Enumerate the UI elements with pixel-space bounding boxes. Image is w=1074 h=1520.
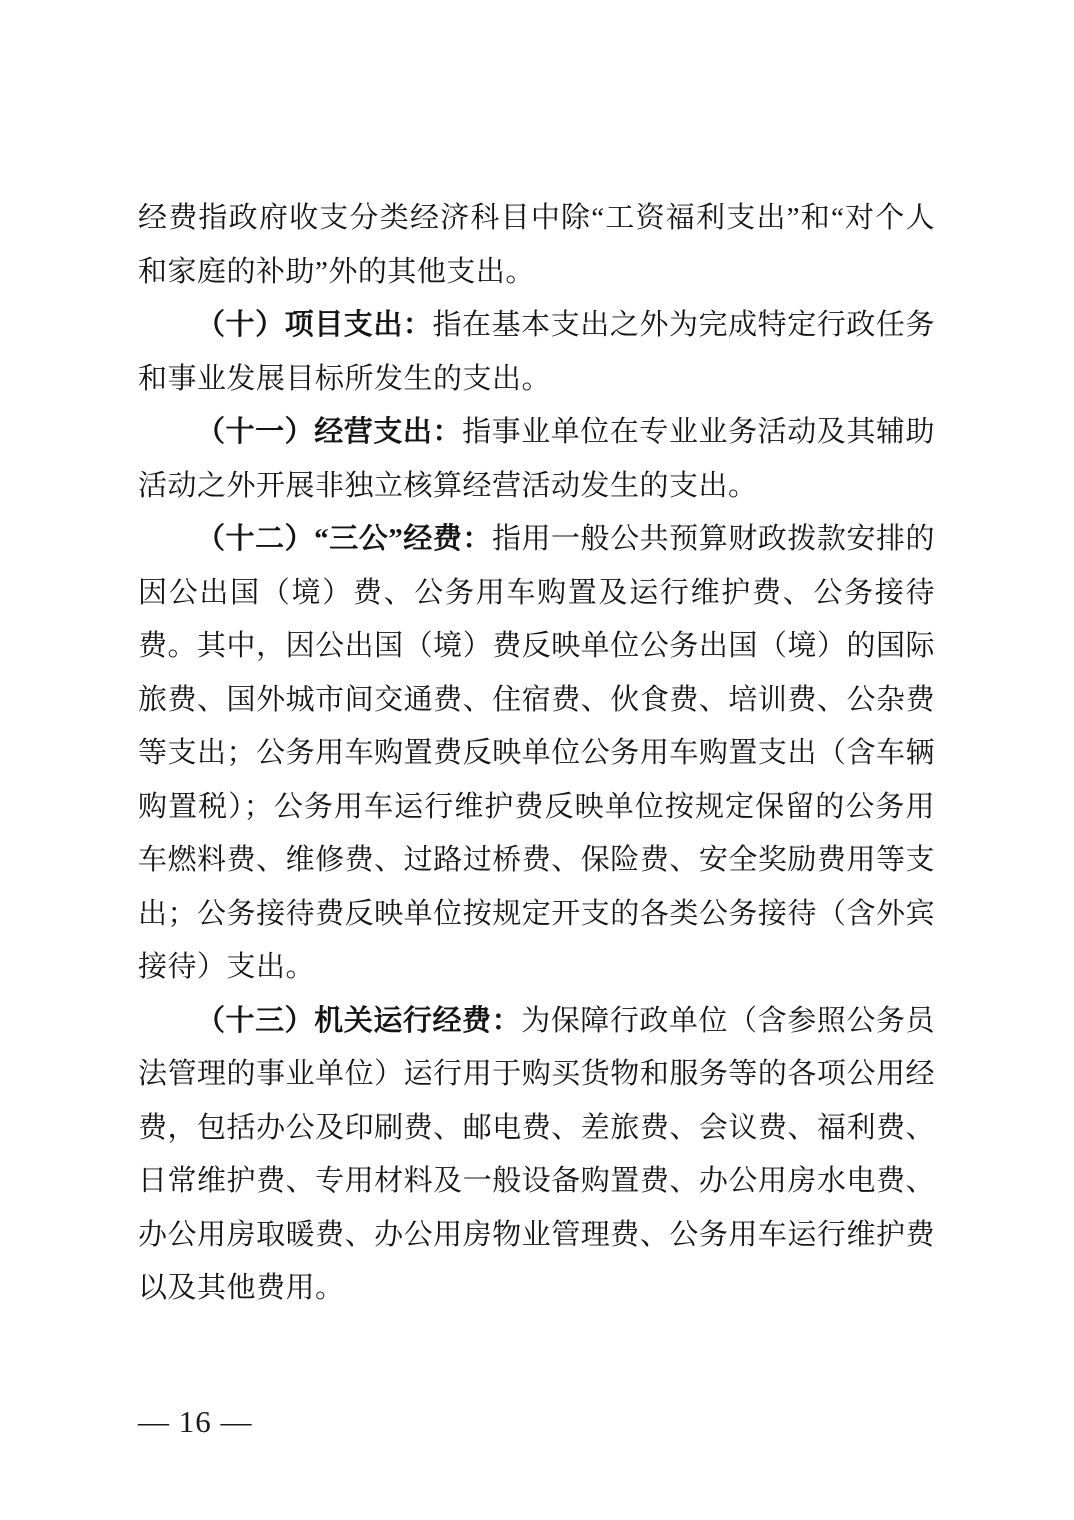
term-label: （十）项目支出： <box>196 309 433 341</box>
term-label: （十二）“三公”经费： <box>196 523 492 555</box>
paragraph-text: 指在基本支出之外为完成特定行政任务和事业发展目标所发生的支出。 <box>138 309 935 395</box>
term-label: （十一）经营支出： <box>196 416 463 448</box>
paragraph-text: 为保障行政单位（含参照公务员法管理的事业单位）运行用于购买货物和服务等的各项公用经费，包括办公及印刷费、邮电费、差旅费、会议费、福利费、日常维护费、专用材料及一般设备购置费、办公用房水电费、办公用房取暖费、办公用房物业管理费、公务用车运行维护费以及其他费用。 <box>138 1004 935 1304</box>
paragraph <box>138 995 935 1316</box>
paragraph-text: 经费指政府收支分类经济科目中除“工资福利支出”和“对个人和家庭的补助”外的其他支出。 <box>138 202 935 288</box>
paragraph <box>138 513 935 995</box>
paragraph <box>138 406 935 513</box>
term-label: （十三）机关运行经费： <box>196 1004 522 1037</box>
paragraph-text: 指用一般公共预算财政拨款安排的因公出国（境）费、公务用车购置及运行维护费、公务接待费。其中，因公出国（境）费反映单位公务出国（境）的国际旅费、国外城市间交通费、住宿费、伙食费、培训费、公杂费等支出；公务用车购置费反映单位公务用车购置支出（含车辆购置税）；公务用车运行维护费反映单位按规定保留的公务用车燃料费、维修费、过路过桥费、保险费、安全奖励费用等支出；公务接待费反映单位按规定开支的各类公务接待（含外宾接待）支出。 <box>138 523 935 983</box>
paragraph-text: 指事业单位在专业业务活动及其辅助活动之外开展非独立核算经营活动发生的支出。 <box>138 416 935 502</box>
paragraph <box>138 192 935 299</box>
document-body <box>138 192 935 1316</box>
paragraph <box>138 299 935 406</box>
page-number: — 16 — <box>138 1404 253 1439</box>
